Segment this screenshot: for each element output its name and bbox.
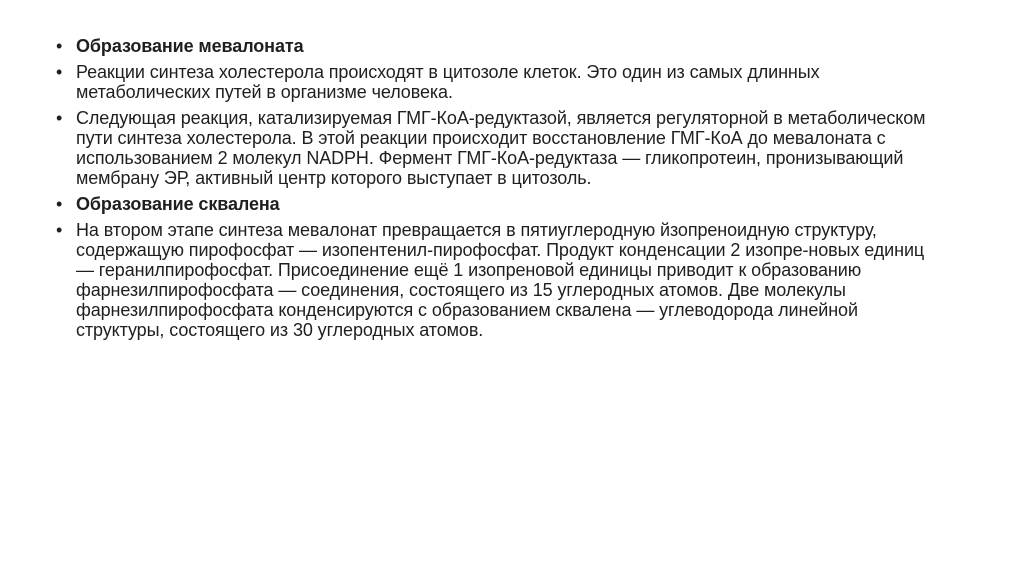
bullet-icon: • <box>56 220 63 240</box>
bullet-icon: • <box>56 36 63 56</box>
paragraph-cholesterol-synthesis <box>56 62 946 102</box>
bullet-icon: • <box>56 108 63 128</box>
bullet-text: Образование сквалена <box>76 194 280 214</box>
bullet-text: Реакции синтеза холестерола происходят в цитозоле клеток. Это один из самых длинных метаболических путей в организме человека. <box>76 62 820 102</box>
bullet-text: На втором этапе синтеза мевалонат превращается в пятиуглеродную йзопреноидную структуру, содержащую пирофосфат — изопентенил-пирофосфат. Продукт конденсации 2 изопре-новых единиц — геранилпирофосфат. Присоединение ещё 1 изопреновой единицы приводит к образованию фарнезилпирофосфата — соединения, состоящего из 15 углеродных атомов. Две молекулы фарнезилпирофосфата конденсируются с образованием сквалена — углеводорода линейной структуры, состоящего из 30 углеродных атомов. <box>76 220 925 340</box>
heading-mevalonate-formation <box>56 36 946 56</box>
bullet-list <box>56 36 946 346</box>
bullet-text: Образование мевалоната <box>76 36 304 56</box>
heading-squalene-formation <box>56 194 946 214</box>
bullet-text: Следующая реакция, катализируемая ГМГ-КоА-редуктазой, является регуляторной в метаболическом пути синтеза холестерола. В этой реакции происходит восстановление ГМГ-КоА до мевалоната с использованием 2 молекул NADPH. Фермент ГМГ-КоА-редуктаза — гликопротеин, пронизывающий мембрану ЭР, активный центр которого выступает в цитозоль. <box>76 108 926 188</box>
paragraph-hmg-coa-reductase <box>56 108 946 188</box>
bullet-icon: • <box>56 62 63 82</box>
paragraph-squalene-synthesis <box>56 220 946 340</box>
bullet-icon: • <box>56 194 63 214</box>
